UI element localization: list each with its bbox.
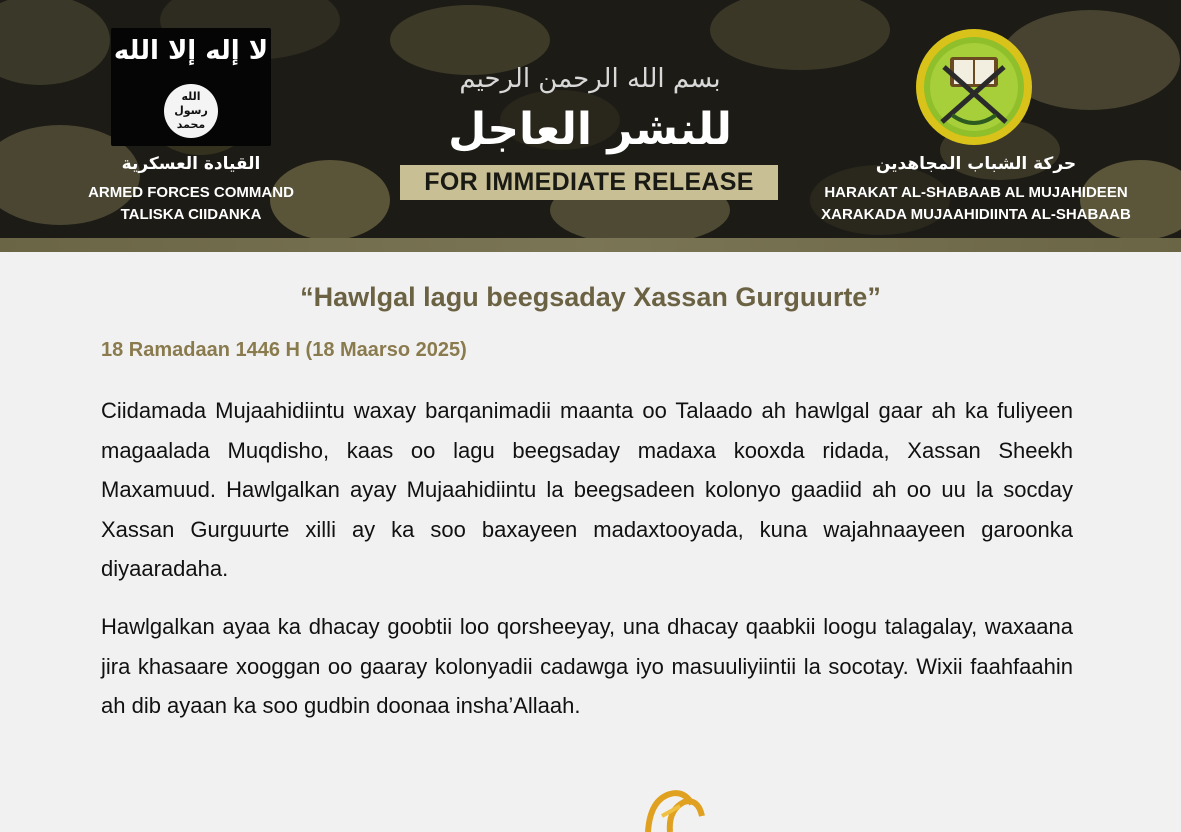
document-title: “Hawlgal lagu beegsaday Xassan Gurguurte”	[300, 282, 881, 312]
basmala: بسم الله الرحمن الرحيم	[459, 64, 721, 94]
release-label: FOR IMMEDIATE RELEASE	[400, 165, 778, 200]
seal-line-1: الله	[181, 90, 201, 103]
header-banner	[0, 0, 1181, 252]
black-standard-flag-icon	[111, 28, 271, 146]
paragraph-1: Ciidamada Mujaahidiintu waxay barqanimadii maanta oo Talaado ah hawlgal gaar ah ka fuliyeen magaalada Muqdisho, kaas oo lagu beegsaday madaxa kooxda ridada, Xassan Sheekh Maxamuud. Hawlgalkan ayay Mujaahidiintu la beegsadeen kolonyo gaadiid ah oo uu la socday Xassan Gurguurte xilli ay ka soo baxayeen madaxtooyada, kuna wajahnaayeen garoonka diyaaradaha.	[101, 398, 1073, 581]
right-arabic-name: حركة الشباب المجاهدين	[875, 154, 1077, 174]
flag-shahada: لا إله إلا الله	[113, 36, 269, 66]
left-english-name: ARMED FORCES COMMAND	[88, 184, 294, 201]
right-english-name: HARAKAT AL-SHABAAB AL MUJAHIDEEN	[824, 184, 1128, 201]
media-logo-icon	[640, 786, 712, 832]
document-date: 18 Ramadaan 1446 H (18 Maarso 2025)	[101, 339, 467, 361]
header-bottom-band	[0, 238, 1181, 252]
seal-line-2: رسول	[174, 104, 208, 117]
arabic-release-heading: للنشر العاجل	[448, 104, 732, 155]
flag-seal	[164, 84, 218, 138]
shabaab-emblem-icon	[912, 27, 1036, 147]
right-somali-name: XARAKADA MUJAAHIDIINTA AL-SHABAAB	[821, 206, 1131, 223]
left-somali-name: TALISKA CIIDANKA	[120, 206, 262, 223]
seal-line-3: محمد	[176, 118, 206, 131]
left-arabic-name: القيادة العسكرية	[121, 154, 261, 174]
paragraph-2: Hawlgalkan ayaa ka dhacay goobtii loo qorsheeyay, una dhacay qaabkii loogu talagalay, waxaana jira khasaare xooggan oo gaaray kolonyadii cadawga iyo masuuliyiintii la socotay. Wixii faahfaahin ah dib ayaan ka soo gudbin doonaa insha’Allaah.	[101, 614, 1073, 718]
